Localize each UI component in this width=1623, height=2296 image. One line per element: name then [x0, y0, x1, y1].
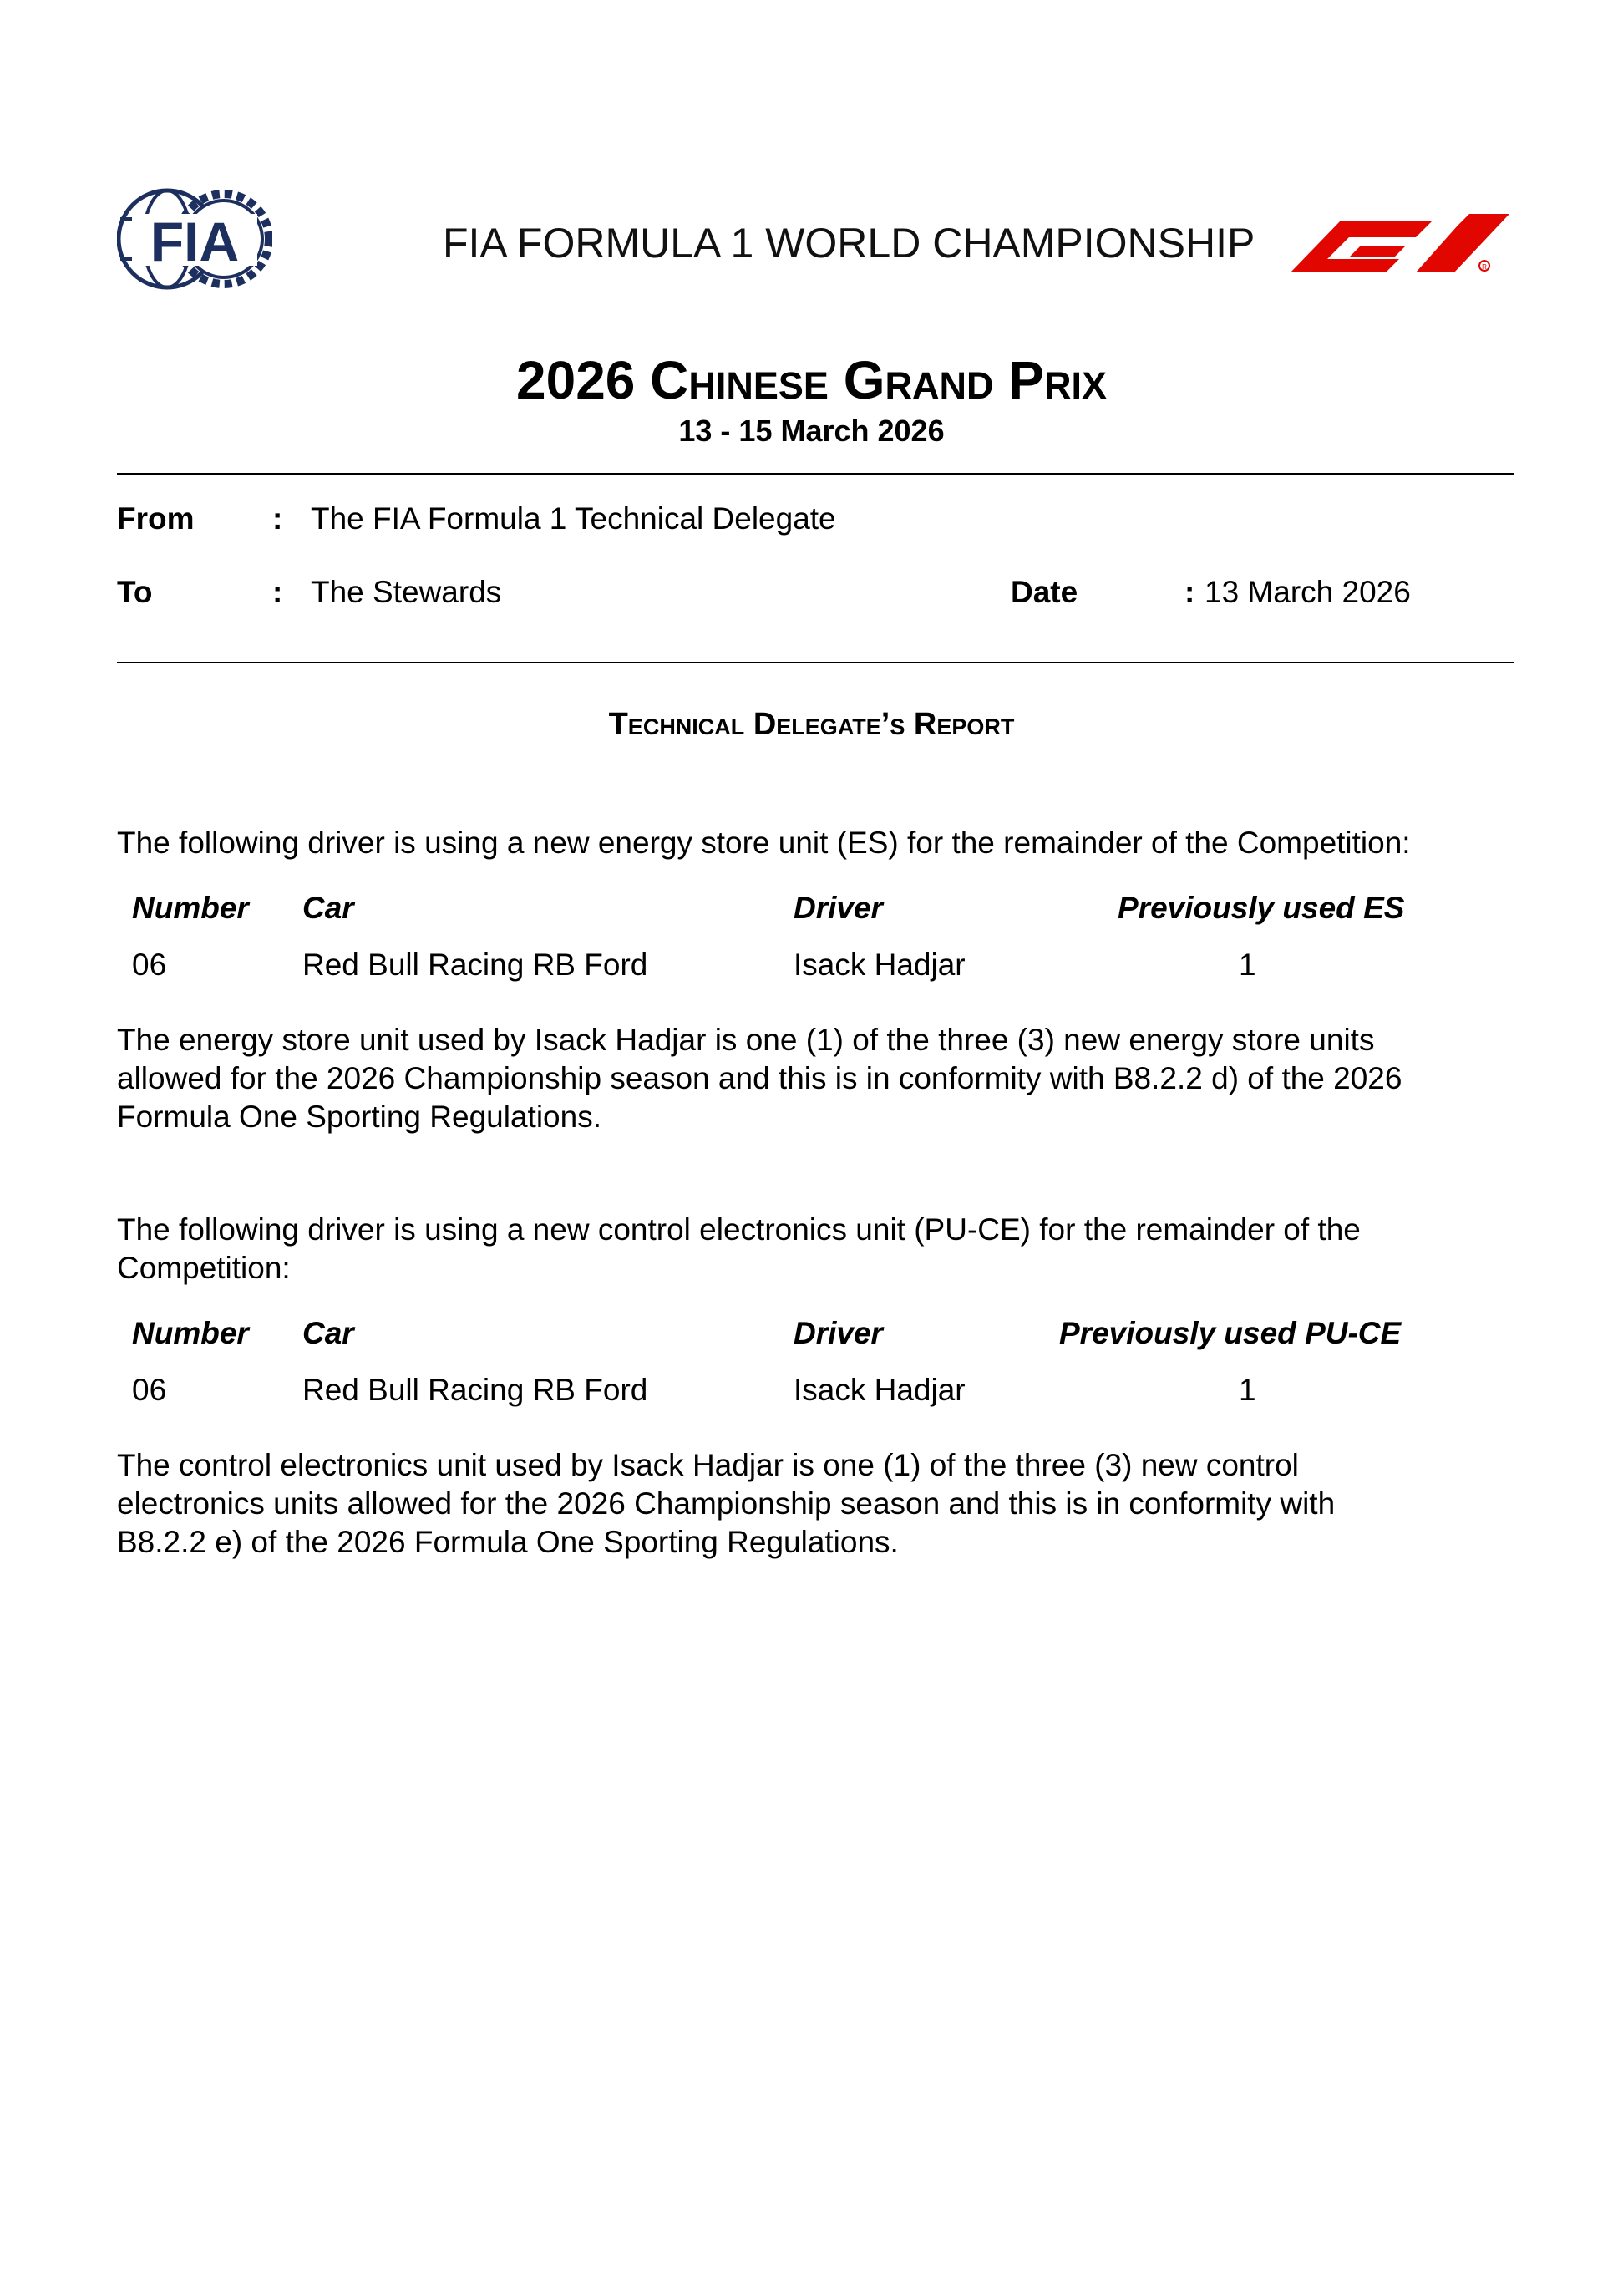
- puce-col-previous: Previously used PU-CE: [1059, 1316, 1402, 1350]
- from-colon: :: [272, 501, 283, 536]
- fia-logo-text: FIA: [150, 211, 240, 272]
- es-conclusion: [117, 1021, 1514, 1136]
- es-conclusion-line: Formula One Sporting Regulations.: [117, 1100, 601, 1134]
- es-row-car: Red Bull Racing RB Ford: [302, 947, 648, 982]
- divider-bottom: [117, 662, 1514, 663]
- es-col-previous: Previously used ES: [1118, 891, 1405, 925]
- es-row-previous: 1: [1239, 947, 1256, 982]
- es-intro: The following driver is using a new energy store unit (ES) for the remainder of the Competition:: [117, 825, 1411, 860]
- to-label: To: [117, 575, 153, 609]
- puce-col-driver: Driver: [794, 1316, 883, 1350]
- report-title: [0, 707, 1623, 743]
- es-row-driver: Isack Hadjar: [794, 947, 966, 982]
- event-title-text: 2026 Chinese Grand Prix: [516, 350, 1107, 410]
- event-title: [0, 349, 1623, 411]
- from-value: The FIA Formula 1 Technical Delegate: [311, 501, 836, 536]
- event-dates: 13 - 15 March 2026: [678, 414, 945, 448]
- puce-row-number: 06: [132, 1373, 167, 1407]
- puce-col-car: Car: [302, 1316, 354, 1350]
- to-colon: :: [272, 575, 283, 609]
- es-col-driver: Driver: [794, 891, 883, 925]
- report-title-text: Technical Delegate’s Report: [608, 707, 1015, 742]
- puce-intro: [117, 1211, 1514, 1288]
- date-colon: :: [1184, 575, 1195, 609]
- es-conclusion-line: The energy store unit used by Isack Hadjar is one (1) of the three (3) new energy store units: [117, 1023, 1375, 1057]
- puce-row-previous: 1: [1239, 1373, 1256, 1407]
- fia-logo: [117, 185, 272, 292]
- to-value: The Stewards: [311, 575, 502, 609]
- es-conclusion-line: allowed for the 2026 Championship season and this is in conformity with B8.2.2 d) of the 2026: [117, 1061, 1402, 1095]
- puce-conclusion-line: electronics units allowed for the 2026 Championship season and this is in conformity with: [117, 1486, 1336, 1521]
- puce-col-number: Number: [132, 1316, 249, 1350]
- svg-text:R: R: [1482, 263, 1487, 271]
- puce-conclusion-line: B8.2.2 e) of the 2026 Formula One Sporting Regulations.: [117, 1525, 899, 1559]
- puce-row-car: Red Bull Racing RB Ford: [302, 1373, 648, 1407]
- es-row-number: 06: [132, 947, 167, 982]
- es-col-car: Car: [302, 891, 354, 925]
- puce-row-driver: Isack Hadjar: [794, 1373, 966, 1407]
- puce-conclusion-line: The control electronics unit used by Isack Hadjar is one (1) of the three (3) new control: [117, 1448, 1299, 1482]
- es-col-number: Number: [132, 891, 249, 925]
- date-value: 13 March 2026: [1205, 575, 1411, 609]
- puce-intro-line: Competition:: [117, 1251, 291, 1285]
- puce-conclusion: [117, 1446, 1514, 1562]
- f1-logo: [1291, 209, 1514, 272]
- championship-title: FIA FORMULA 1 WORLD CHAMPIONSHIP: [443, 220, 1255, 267]
- date-label: Date: [1011, 575, 1078, 609]
- divider-top: [117, 473, 1514, 475]
- puce-intro-line: The following driver is using a new control electronics unit (PU-CE) for the remainder of the: [117, 1212, 1361, 1247]
- from-label: From: [117, 501, 195, 536]
